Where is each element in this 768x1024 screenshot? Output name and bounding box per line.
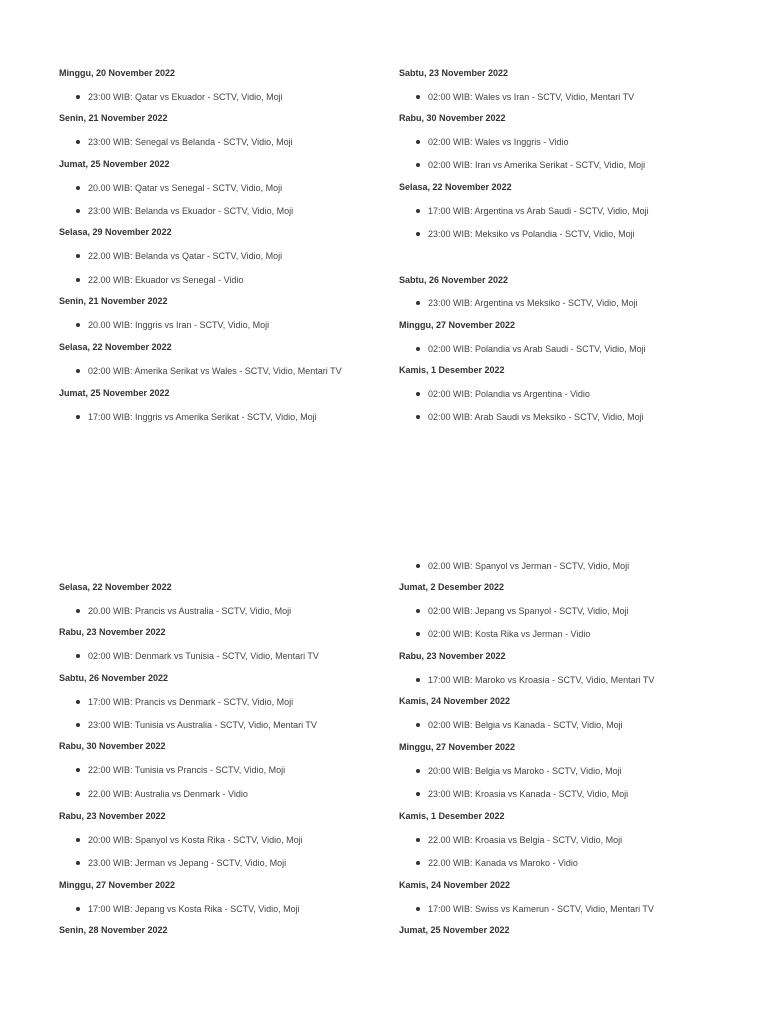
bullet-icon xyxy=(416,792,420,796)
schedule-date-heading: Sabtu, 26 November 2022 xyxy=(399,275,509,285)
match-text: 02:00 WIB: Belgia vs Kanada - SCTV, Vidio, Moji xyxy=(428,720,623,730)
bullet-icon xyxy=(416,301,420,305)
bullet-icon xyxy=(76,861,80,865)
match-text: 23.00 WIB: Jerman vs Jepang - SCTV, Vidio, Moji xyxy=(88,858,287,868)
bullet-icon xyxy=(416,838,420,842)
schedule-date-heading: Rabu, 30 November 2022 xyxy=(59,741,166,751)
bullet-icon xyxy=(416,769,420,773)
match-text: 22.00 WIB: Kanada vs Maroko - Vidio xyxy=(428,858,578,868)
bullet-icon xyxy=(416,140,420,144)
match-text: 23:00 WIB: Meksiko vs Polandia - SCTV, Vidio, Moji xyxy=(428,229,635,239)
match-text: 23:00 WIB: Kroasia vs Kanada - SCTV, Vidio, Moji xyxy=(428,789,629,799)
bullet-icon xyxy=(416,723,420,727)
bullet-icon xyxy=(76,95,80,99)
match-text: 02:00 WIB: Denmark vs Tunisia - SCTV, Vidio, Mentari TV xyxy=(88,651,319,661)
match-text: 02:00 WIB: Arab Saudi vs Meksiko - SCTV, Vidio, Moji xyxy=(428,412,644,422)
bullet-icon xyxy=(76,700,80,704)
match-text: 02:00 WIB: Iran vs Amerika Serikat - SCTV, Vidio, Moji xyxy=(428,160,646,170)
bullet-icon xyxy=(76,369,80,373)
schedule-date-heading: Kamis, 1 Desember 2022 xyxy=(399,365,505,375)
match-text: 23:00 WIB: Qatar vs Ekuador - SCTV, Vidio, Moji xyxy=(88,92,283,102)
bullet-icon xyxy=(76,768,80,772)
bullet-icon xyxy=(76,723,80,727)
match-text: 20.00 WIB: Inggris vs Iran - SCTV, Vidio, Moji xyxy=(88,320,270,330)
bullet-icon xyxy=(416,907,420,911)
schedule-date-heading: Jumat, 25 November 2022 xyxy=(399,925,510,935)
schedule-date-heading: Senin, 21 November 2022 xyxy=(59,296,168,306)
match-text: 02:00 WIB: Amerika Serikat vs Wales - SCTV, Vidio, Mentari TV xyxy=(88,366,342,376)
schedule-date-heading: Jumat, 2 Desember 2022 xyxy=(399,582,505,592)
bullet-icon xyxy=(416,678,420,682)
match-text: 02:00 WIB: Wales vs Iran - SCTV, Vidio, Mentari TV xyxy=(428,92,635,102)
bullet-icon xyxy=(416,347,420,351)
schedule-date-heading: Minggu, 20 November 2022 xyxy=(59,68,176,78)
bullet-icon xyxy=(416,415,420,419)
bullet-icon xyxy=(76,838,80,842)
schedule-date-heading: Rabu, 30 November 2022 xyxy=(399,113,506,123)
schedule-date-heading: Selasa, 22 November 2022 xyxy=(59,342,172,352)
bullet-icon xyxy=(416,632,420,636)
bullet-icon xyxy=(416,609,420,613)
bullet-icon xyxy=(416,163,420,167)
match-text: 22:00 WIB: Tunisia vs Prancis - SCTV, Vidio, Moji xyxy=(88,765,286,775)
match-text: 02:00 WIB: Jepang vs Spanyol - SCTV, Vidio, Moji xyxy=(428,606,629,616)
bullet-icon xyxy=(76,415,80,419)
bullet-icon xyxy=(76,186,80,190)
bullet-icon xyxy=(76,209,80,213)
schedule-date-heading: Rabu, 23 November 2022 xyxy=(399,651,506,661)
match-text: 20:00 WIB: Belgia vs Maroko - SCTV, Vidio, Moji xyxy=(428,766,622,776)
schedule-date-heading: Kamis, 1 Desember 2022 xyxy=(399,811,505,821)
bullet-icon xyxy=(76,140,80,144)
schedule-date-heading: Selasa, 22 November 2022 xyxy=(399,182,512,192)
bullet-icon xyxy=(76,907,80,911)
match-text: 22.00 WIB: Kroasia vs Belgia - SCTV, Vidio, Moji xyxy=(428,835,623,845)
bullet-icon xyxy=(416,232,420,236)
bullet-icon xyxy=(76,323,80,327)
schedule-date-heading: Rabu, 23 November 2022 xyxy=(59,811,166,821)
match-text: 20.00 WIB: Prancis vs Australia - SCTV, Vidio, Moji xyxy=(88,606,292,616)
match-text: 02:00 WIB: Polandia vs Argentina - Vidio xyxy=(428,389,590,399)
bullet-icon xyxy=(416,861,420,865)
match-text: 20:00 WIB: Spanyol vs Kosta Rika - SCTV, Vidio, Moji xyxy=(88,835,303,845)
bullet-icon xyxy=(416,95,420,99)
match-text: 23:00 WIB: Senegal vs Belanda - SCTV, Vidio, Moji xyxy=(88,137,293,147)
match-text: 22.00 WIB: Ekuador vs Senegal - Vidio xyxy=(88,275,244,285)
match-text: 23:00 WIB: Belanda vs Ekuador - SCTV, Vidio, Moji xyxy=(88,206,294,216)
schedule-date-heading: Jumat, 25 November 2022 xyxy=(59,388,170,398)
match-text: 02:00 WIB: Wales vs Inggris - Vidio xyxy=(428,137,569,147)
schedule-date-heading: Rabu, 23 November 2022 xyxy=(59,627,166,637)
bullet-icon xyxy=(76,654,80,658)
match-text: 22.00 WIB: Belanda vs Qatar - SCTV, Vidio, Moji xyxy=(88,251,283,261)
bullet-icon xyxy=(76,792,80,796)
bullet-icon xyxy=(416,392,420,396)
match-text: 17:00 WIB: Swiss vs Kamerun - SCTV, Vidio, Mentari TV xyxy=(428,904,654,914)
match-text: 17:00 WIB: Prancis vs Denmark - SCTV, Vidio, Moji xyxy=(88,697,294,707)
match-text: 23:00 WIB: Argentina vs Meksiko - SCTV, Vidio, Moji xyxy=(428,298,638,308)
schedule-date-heading: Minggu, 27 November 2022 xyxy=(59,880,176,890)
schedule-date-heading: Senin, 28 November 2022 xyxy=(59,925,168,935)
bullet-icon xyxy=(416,209,420,213)
bullet-icon xyxy=(416,564,420,568)
schedule-date-heading: Kamis, 24 November 2022 xyxy=(399,696,511,706)
match-text: 02:00 WIB: Polandia vs Arab Saudi - SCTV, Vidio, Moji xyxy=(428,344,646,354)
match-text: 17:00 WIB: Jepang vs Kosta Rika - SCTV, Vidio, Moji xyxy=(88,904,300,914)
bullet-icon xyxy=(76,278,80,282)
schedule-date-heading: Minggu, 27 November 2022 xyxy=(399,742,516,752)
schedule-date-heading: Jumat, 25 November 2022 xyxy=(59,159,170,169)
schedule-date-heading: Selasa, 29 November 2022 xyxy=(59,227,172,237)
schedule-date-heading: Minggu, 27 November 2022 xyxy=(399,320,516,330)
match-text: 02:00 WIB: Kosta Rika vs Jerman - Vidio xyxy=(428,629,591,639)
bullet-icon xyxy=(76,609,80,613)
match-text: 20.00 WIB: Qatar vs Senegal - SCTV, Vidio, Moji xyxy=(88,183,283,193)
match-text: 02.00 WIB: Spanyol vs Jerman - SCTV, Vidio, Moji xyxy=(428,561,630,571)
schedule-date-heading: Selasa, 22 November 2022 xyxy=(59,582,172,592)
match-text: 22.00 WIB: Australia vs Denmark - Vidio xyxy=(88,789,248,799)
schedule-date-heading: Kamis, 24 November 2022 xyxy=(399,880,511,890)
schedule-date-heading: Sabtu, 23 November 2022 xyxy=(399,68,509,78)
schedule-date-heading: Senin, 21 November 2022 xyxy=(59,113,168,123)
match-text: 17:00 WIB: Maroko vs Kroasia - SCTV, Vidio, Mentari TV xyxy=(428,675,655,685)
match-text: 23:00 WIB: Tunisia vs Australia - SCTV, Vidio, Mentari TV xyxy=(88,720,317,730)
match-text: 17:00 WIB: Argentina vs Arab Saudi - SCTV, Vidio, Moji xyxy=(428,206,649,216)
match-text: 17:00 WIB: Inggris vs Amerika Serikat - SCTV, Vidio, Moji xyxy=(88,412,317,422)
bullet-icon xyxy=(76,254,80,258)
schedule-date-heading: Sabtu, 26 November 2022 xyxy=(59,673,169,683)
